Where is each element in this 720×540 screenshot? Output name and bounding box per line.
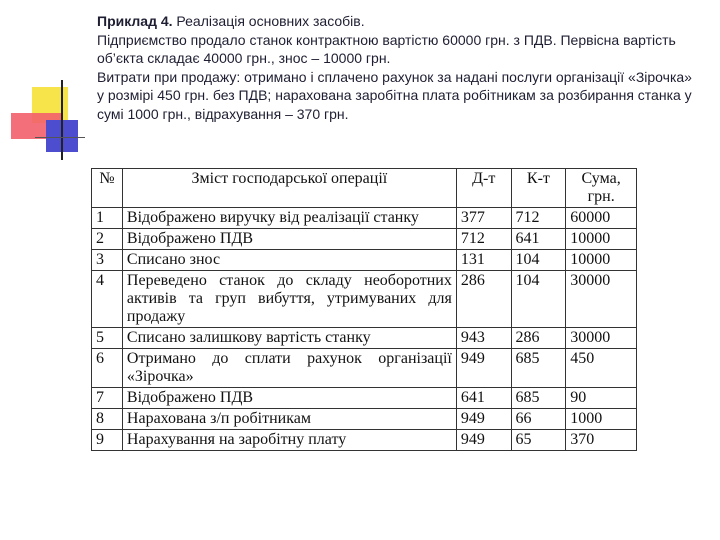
table-row: [92, 349, 637, 388]
row-num: 2: [92, 229, 123, 250]
row-num: 5: [92, 328, 123, 349]
row-credit: 104: [511, 271, 566, 328]
operations-table: [91, 168, 637, 451]
row-num: 9: [92, 430, 123, 451]
row-sum: 370: [566, 430, 637, 451]
row-num: 7: [92, 388, 123, 409]
row-desc: Отримано до сплати рахунок організації «Зірочка»: [122, 349, 456, 388]
header-sum: Сума, грн.: [566, 169, 637, 208]
row-num: 8: [92, 409, 123, 430]
title-bold: Приклад 4.: [97, 13, 173, 29]
row-credit: 641: [511, 229, 566, 250]
row-credit: 685: [511, 349, 566, 388]
row-credit: 104: [511, 250, 566, 271]
row-debit: 949: [456, 430, 511, 451]
row-desc: Нарахована з/п робітникам: [122, 409, 456, 430]
row-sum: 10000: [566, 229, 637, 250]
row-desc: Відображено ПДВ: [122, 229, 456, 250]
row-debit: 949: [456, 409, 511, 430]
row-sum: 30000: [566, 271, 637, 328]
row-sum: 450: [566, 349, 637, 388]
row-desc: Відображено виручку від реалізації станку: [122, 208, 456, 229]
decor-horizontal-line: [35, 137, 85, 138]
row-credit: 712: [511, 208, 566, 229]
row-sum: 90: [566, 388, 637, 409]
row-desc: Списано залишкову вартість станку: [122, 328, 456, 349]
row-num: 6: [92, 349, 123, 388]
header-debit: Д-т: [456, 169, 511, 208]
table-row: [92, 250, 637, 271]
row-debit: 712: [456, 229, 511, 250]
header-credit: К-т: [511, 169, 566, 208]
row-debit: 131: [456, 250, 511, 271]
table-row: [92, 388, 637, 409]
table-row: [92, 229, 637, 250]
row-num: 1: [92, 208, 123, 229]
table-header-row: [92, 169, 637, 208]
row-debit: 943: [456, 328, 511, 349]
table-row: [92, 271, 637, 328]
row-num: 4: [92, 271, 123, 328]
table-row: [92, 328, 637, 349]
row-desc: Відображено ПДВ: [122, 388, 456, 409]
row-credit: 286: [511, 328, 566, 349]
row-desc: Переведено станок до складу необоротних активів та груп вибуття, утримуваних для продажу: [122, 271, 456, 328]
row-desc: Списано знос: [122, 250, 456, 271]
decor-vertical-line: [61, 80, 63, 160]
header-desc: Зміст господарської операції: [122, 169, 456, 208]
row-debit: 286: [456, 271, 511, 328]
table-row: [92, 430, 637, 451]
row-sum: 1000: [566, 409, 637, 430]
table-row: [92, 409, 637, 430]
row-debit: 377: [456, 208, 511, 229]
row-sum: 10000: [566, 250, 637, 271]
row-debit: 641: [456, 388, 511, 409]
row-credit: 66: [511, 409, 566, 430]
row-sum: 30000: [566, 328, 637, 349]
header-num: №: [92, 169, 123, 208]
row-debit: 949: [456, 349, 511, 388]
row-desc: Нарахування на заробітну плату: [122, 430, 456, 451]
slide-text: [97, 12, 697, 123]
row-num: 3: [92, 250, 123, 271]
row-credit: 685: [511, 388, 566, 409]
paragraph-1: Підприємство продало станок контрактною вартістю 60000 грн. з ПДВ. Первісна вартість об’єкта складає 40000 грн., знос – 10000 грн.: [97, 31, 676, 66]
paragraph-2: Витрати при продажу: отримано і сплачено рахунок за надані послуги організації «Зірочка» у розмірі 450 грн. без ПДВ; нарахована заробітна плата робітникам за розбирання станка у сумі 1000 грн., відрахування – 370 грн.: [97, 68, 692, 122]
table-row: [92, 208, 637, 229]
row-sum: 60000: [566, 208, 637, 229]
title-rest: Реалізація основних засобів.: [172, 13, 365, 29]
slide-title: [97, 12, 697, 31]
row-credit: 65: [511, 430, 566, 451]
